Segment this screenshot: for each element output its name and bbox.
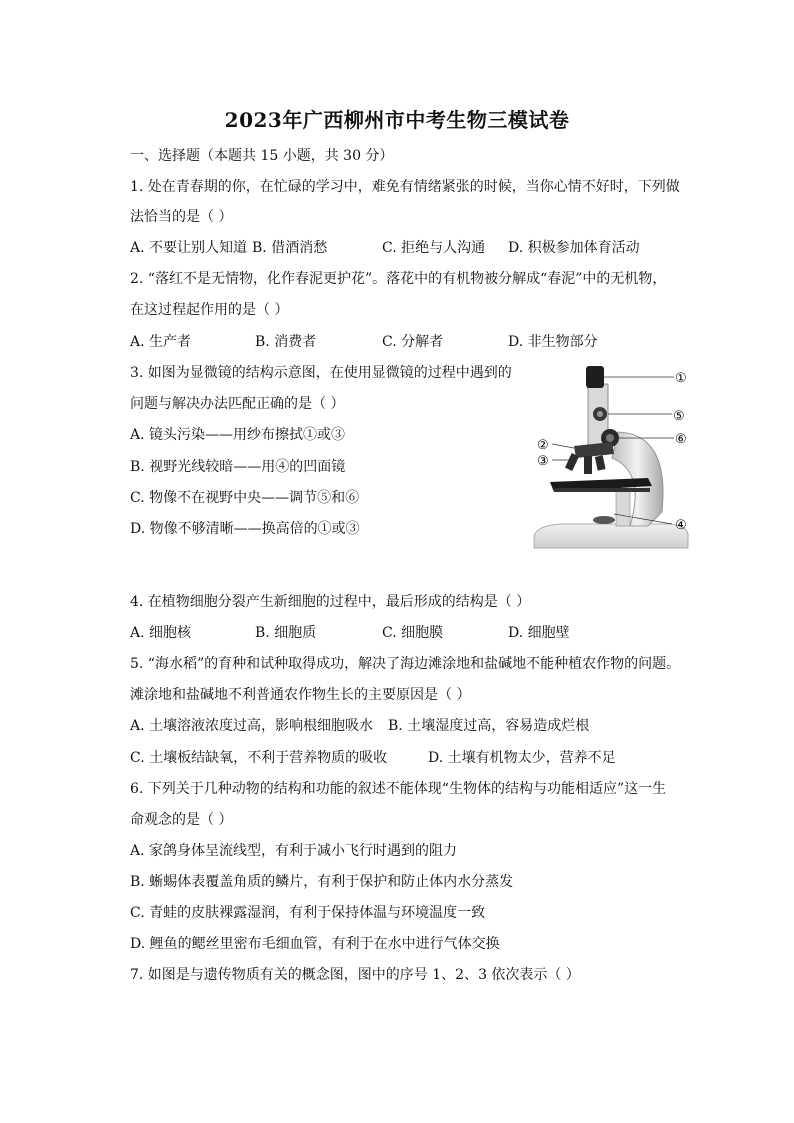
q3-option-b[interactable]: B. 视野光线较暗——用④的凹面镜	[130, 459, 346, 475]
q4-option-c[interactable]: C. 细胞膜	[382, 625, 444, 641]
q2-stem-line1: 2. “落红不是无情物，化作春泥更护花”。落花中的有机物被分解成“春泥”中的无机物，	[130, 271, 667, 287]
q4-option-a[interactable]: A. 细胞核	[130, 625, 192, 641]
q1-stem-line2: 法恰当的是（ ）	[130, 209, 233, 225]
label-4: ④	[675, 518, 687, 533]
q3-option-c[interactable]: C. 物像不在视野中央——调节⑤和⑥	[130, 490, 360, 506]
q2-option-c[interactable]: C. 分解者	[382, 334, 444, 350]
q5-option-c[interactable]: C. 土壤板结缺氧，不利于营养物质的吸收	[130, 750, 388, 766]
q3-option-a[interactable]: A. 镜头污染——用纱布擦拭①或③	[130, 427, 346, 443]
q6-stem-line2: 命观念的是（ ）	[130, 812, 233, 828]
q5-stem-line1: 5. “海水稻”的育种和试种取得成功，解决了海边滩涂地和盐碱地不能种植农作物的问题。	[130, 656, 681, 672]
q5-stem-line2: 滩涂地和盐碱地不利普通农作物生长的主要原因是（ ）	[130, 687, 471, 703]
q5-option-b[interactable]: B. 土壤湿度过高，容易造成烂根	[388, 718, 590, 734]
q1-option-d[interactable]: D. 积极参加体育活动	[508, 240, 640, 256]
q5-option-d[interactable]: D. 土壤有机物太少，营养不足	[428, 750, 616, 766]
q4-stem-line1: 4. 在植物细胞分裂产生新细胞的过程中，最后形成的结构是（ ）	[130, 594, 531, 610]
q6-option-b[interactable]: B. 蜥蜴体表覆盖角质的鳞片，有利于保护和防止体内水分蒸发	[130, 874, 514, 890]
section-heading: 一、选择题（本题共 15 小题，共 30 分）	[130, 148, 394, 164]
q1-option-c[interactable]: C. 拒绝与人沟通	[382, 240, 486, 256]
page-title: 2023年广西柳州市中考生物三模试卷	[224, 108, 570, 132]
q3-stem-line2: 问题与解决办法匹配正确的是（ ）	[130, 396, 345, 412]
q2-option-b[interactable]: B. 消费者	[255, 334, 317, 350]
label-2: ②	[537, 438, 549, 453]
label-5: ⑤	[673, 409, 685, 424]
q3-option-d[interactable]: D. 物像不够清晰——换高倍的①或③	[130, 521, 360, 537]
q4-option-b[interactable]: B. 细胞质	[255, 625, 317, 641]
microscope-figure	[530, 362, 700, 554]
q6-stem-line1: 6. 下列关于几种动物的结构和功能的叙述不能体现“生物体的结构与功能相适应”这一生	[130, 781, 667, 797]
q2-option-a[interactable]: A. 生产者	[130, 334, 192, 350]
label-1: ①	[675, 371, 687, 386]
q2-option-d[interactable]: D. 非生物部分	[508, 334, 598, 350]
label-3: ③	[537, 454, 549, 469]
q2-stem-line2: 在这过程起作用的是（ ）	[130, 302, 289, 318]
label-6: ⑥	[675, 432, 687, 447]
q6-option-d[interactable]: D. 鲤鱼的鳃丝里密布毛细血管，有利于在水中进行气体交换	[130, 936, 500, 952]
q1-option-a[interactable]: A. 不要让别人知道	[130, 240, 248, 256]
q1-stem-line1: 1. 处在青春期的你，在忙碌的学习中，难免有情绪紧张的时候，当你心情不好时，下列做	[130, 179, 680, 195]
q3-stem-line1: 3. 如图为显微镜的结构示意图，在使用显微镜的过程中遇到的	[130, 365, 512, 381]
q6-option-c[interactable]: C. 青蛙的皮肤裸露湿润，有利于保持体温与环境温度一致	[130, 905, 486, 921]
q6-option-a[interactable]: A. 家鸽身体呈流线型，有利于减小飞行时遇到的阻力	[130, 843, 458, 859]
q4-option-d[interactable]: D. 细胞壁	[508, 625, 570, 641]
q1-option-b[interactable]: B. 借酒消愁	[252, 240, 328, 256]
q7-stem-line1: 7. 如图是与遗传物质有关的概念图，图中的序号 1、2、3 依次表示（ ）	[130, 967, 580, 983]
q5-option-a[interactable]: A. 土壤溶液浓度过高，影响根细胞吸水	[130, 718, 374, 734]
